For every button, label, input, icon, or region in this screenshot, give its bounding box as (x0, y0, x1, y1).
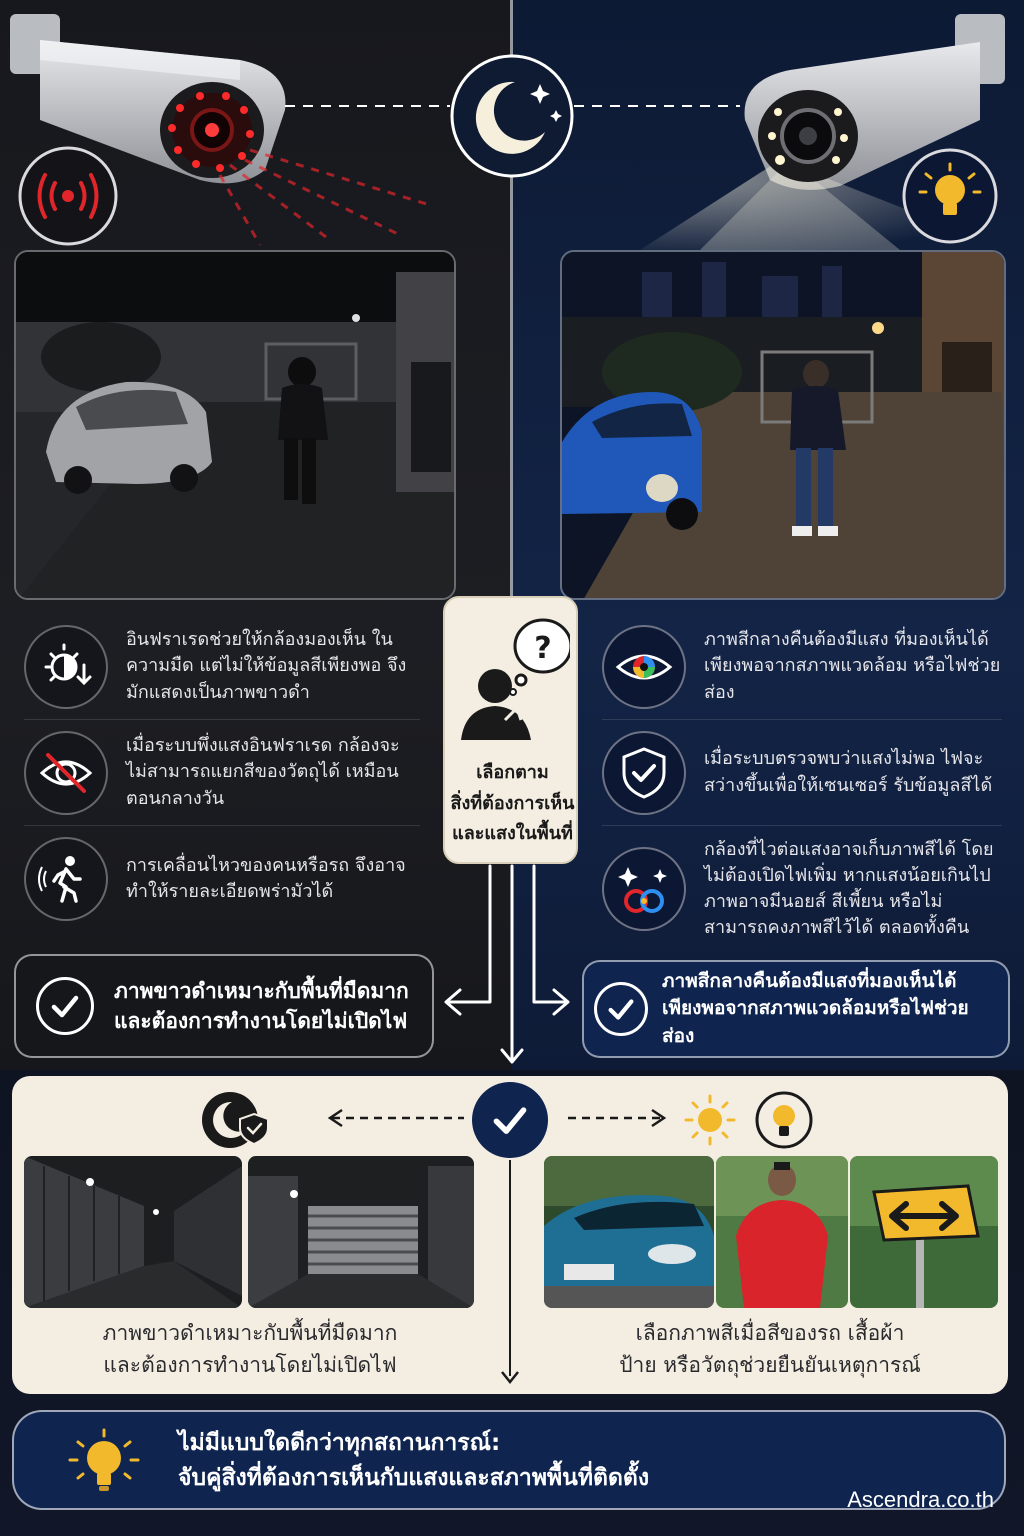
left-feature-item (24, 614, 420, 720)
color-caption (532, 1318, 1008, 1381)
thinking-person-icon (455, 610, 570, 740)
brand-watermark: Ascendra.co.th (847, 1487, 994, 1512)
feature-text: เมื่อระบบพึ่งแสงอินฟราเรด กล้องจะไม่สามารถแยกสีของวัตถุได้ เหมือนตอนกลางวัน (126, 735, 400, 809)
caption-line: และต้องการทำงานโดยไม่เปิดไฟ (103, 1352, 397, 1377)
conclusion-line: และต้องการทำงานโดยไม่เปิดไฟ (114, 1009, 408, 1033)
color-eye-icon (602, 625, 686, 709)
bw-thumbnail-alley (24, 1156, 242, 1308)
idea-bulb-icon (64, 1426, 144, 1498)
right-feature-item (602, 614, 1002, 720)
ir-signal-icon (20, 148, 116, 244)
check-icon (36, 977, 94, 1035)
center-card-line: เลือกตาม (476, 762, 549, 783)
conclusion-line: ภาพสีกลางคืนต้องมีแสงที่มองเห็นได้ (662, 969, 957, 992)
color-thumbnail-car (544, 1156, 714, 1308)
feature-text: อินฟราเรดช่วยให้กล้องมองเห็น ในความมืด แต่ไม่ให้ข้อมูลสีเพียงพอ จึงมักแสดงเป็นภาพขาวดำ (126, 629, 407, 703)
no-color-eye-icon (24, 731, 108, 815)
color-thumbnail-person (716, 1156, 848, 1308)
comparison-panel (12, 1076, 1008, 1394)
check-icon (594, 982, 648, 1036)
feature-text: เมื่อระบบตรวจพบว่าแสงไม่พอ ไฟจะสว่างขึ้นเพื่อให้เซนเซอร์ รับข้อมูลสีได้ (704, 748, 993, 796)
panel-divider-arrow (500, 1368, 520, 1386)
bulb-icon (757, 1093, 811, 1147)
shield-check-icon (602, 731, 686, 815)
light-bulb-icon (904, 150, 996, 242)
conclusion-line: เพียงพอจากสภาพแวดล้อมหรือไฟช่วยส่อง (662, 997, 969, 1047)
caption-line: ป้าย หรือวัตถุช่วยยืนยันเหตุการณ์ (619, 1352, 921, 1377)
feature-text: กล้องที่ไวต่อแสงอาจเก็บภาพสีได้ โดยไม่ต้องเปิดไฟเพิ่ม หากแสงน้อยเกินไป ภาพอาจมีนอยส์ สีเพี้ยน หรือไม่สามารถคงภาพสีไว้ได้ ตลอดทั้งคืน (704, 838, 994, 939)
sun-bulb-icons (680, 1090, 820, 1150)
center-card-line: และแสงในพื้นที่ (452, 823, 573, 845)
bw-thumbnail-gate (248, 1156, 474, 1308)
feature-text: ภาพสีกลางคืนต้องมีแสง ที่มองเห็นได้เพียงพอจากสภาพแวดล้อม หรือไฟช่วยส่อง (704, 629, 1001, 703)
right-conclusion-box (582, 960, 1010, 1058)
center-check-icon (472, 1082, 548, 1158)
sun-icon (686, 1096, 734, 1144)
bw-caption (12, 1318, 488, 1381)
left-conclusion-box (14, 954, 434, 1058)
right-feature-item (602, 720, 1002, 826)
color-night-photo (560, 250, 1006, 600)
moon-night-icon (452, 56, 572, 176)
tip-line: ไม่มีแบบใดดีกว่าทุกสถานการณ์: (178, 1430, 501, 1456)
moon-shield-icon (198, 1090, 278, 1150)
ir-mode-icon (24, 625, 108, 709)
tip-line: จับคู่สิ่งที่ต้องการเห็นกับแสงและสภาพพื้นที่ติดตั้ง (178, 1464, 650, 1491)
color-thumbnail-sign (850, 1156, 998, 1308)
right-conclusion-text (662, 968, 998, 1051)
tip-text (178, 1426, 649, 1495)
header-illustration (0, 0, 1024, 250)
caption-line: เลือกภาพสีเมื่อสีของรถ เสื้อผ้า (635, 1321, 905, 1345)
center-choice-card (443, 596, 578, 864)
center-card-text (445, 758, 580, 850)
conclusion-line: ภาพขาวดำเหมาะกับพื้นที่มืดมาก (114, 978, 409, 1003)
center-card-line: สิ่งที่ต้องการเห็น (450, 792, 575, 814)
ir-night-photo (14, 250, 456, 600)
caption-line: ภาพขาวดำเหมาะกับพื้นที่มืดมาก (102, 1321, 398, 1345)
left-conclusion-text (114, 976, 409, 1037)
svg-text:?: ? (534, 631, 552, 666)
left-feature-item (24, 720, 420, 826)
feature-text: การเคลื่อนไหวของคนหรือรถ จึงอาจทำให้รายละเอียดพร่ามัวได้ (126, 854, 406, 902)
panel-divider (509, 1160, 511, 1376)
